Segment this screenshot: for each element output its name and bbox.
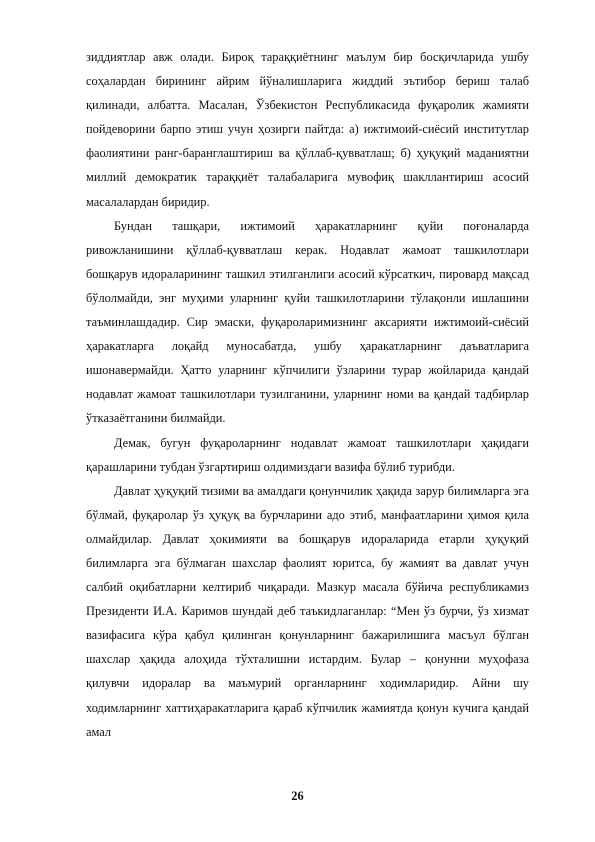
paragraph-1: зиддиятлар авж олади. Бироқ тараққиётнинг маълум бир босқичларида ушбу соҳалардан бирининг айрим йўналишларига жиддий эътибор бериш талаб қилинади, албатта. Масалан, Ўзбекистон Республикасида фуқаролик жамияти пойдеворини барпо этиш учун ҳозирги пайтда: а) ижтимоий-сиёсий институтлар фаолиятини ранг-баранглаштириш ва қўллаб-қувватлаш; б) ҳуқуқий маданиятни миллий демократик тараққиёт талабаларига мувофиқ шакллантириш асосий масалалардан биридир.	[86, 50, 529, 209]
paragraph-4: Давлат ҳуқуқий тизими ва амалдаги қонунчилик ҳақида зарур билимларга эга бўлмай, фуқаролар ўз ҳуқуқ ва бурчларини адо этиб, манфаатларини ҳимоя қила олмайдилар. Давлат ҳокимияти ва бошқарув идораларида етарли ҳуқуқий билимларга эга бўлмаган шахслар фаолият юритса, бу жамият ва давлат учун салбий оқибатларни келтириб чиқаради. Мазкур масала бўйича республикамиз Президенти И.А. Каримов шундай деб таъкидлаганлар: “Мен ўз бурчи, ўз хизмат вазифасига кўра қабул қилинган қонунларнинг бажарилишига масъул бўлган шахслар ҳақида алоҳида тўхталишни истардим. Булар – қонунни муҳофаза қилувчи идоралар ва маъмурий органларнинг ходимларидир. Айни шу ходимларнинг хаттиҳаракатларига қараб кўпчилик жамиятда қонун кучига қандай амал	[86, 483, 529, 739]
page-number: 26	[291, 789, 304, 803]
paragraph-2: Бундан ташқари, ижтимоий ҳаракатларнинг қуйи поғоналарда ривожланишини қўллаб-қувватлаш керак. Нодавлат жамоат ташкилотлари бошқарув идораларининг ташкил этилганлиги асосий кўрсаткич, пировард мақсад бўлолмайди, энг муҳими уларнинг қуйи ташкилотларини тўлақонли ишлашини таъминлашдадир. Сир эмаски, фуқароларимизнинг аксарияти ижтимоий-сиёсий ҳаракатларга лоқайд муносабатда, ушбу ҳаракатларнинг даъватларига ишонавермайди. Ҳатто уларнинг кўпчилиги ўзларини турар жойларида қандай нодавлат жамоат ташкилотлари тузилганини, уларнинг номи ва қандай тадбирлар ўтказаётганини билмайди.	[86, 218, 529, 426]
paragraph-3: Демак, бугун фуқароларнинг нодавлат жамоат ташкилотлари ҳақидаги қарашларини тубдан ўзгартириш олдимиздаги вазифа бўлиб турибди.	[86, 435, 529, 474]
page-body	[86, 45, 529, 744]
